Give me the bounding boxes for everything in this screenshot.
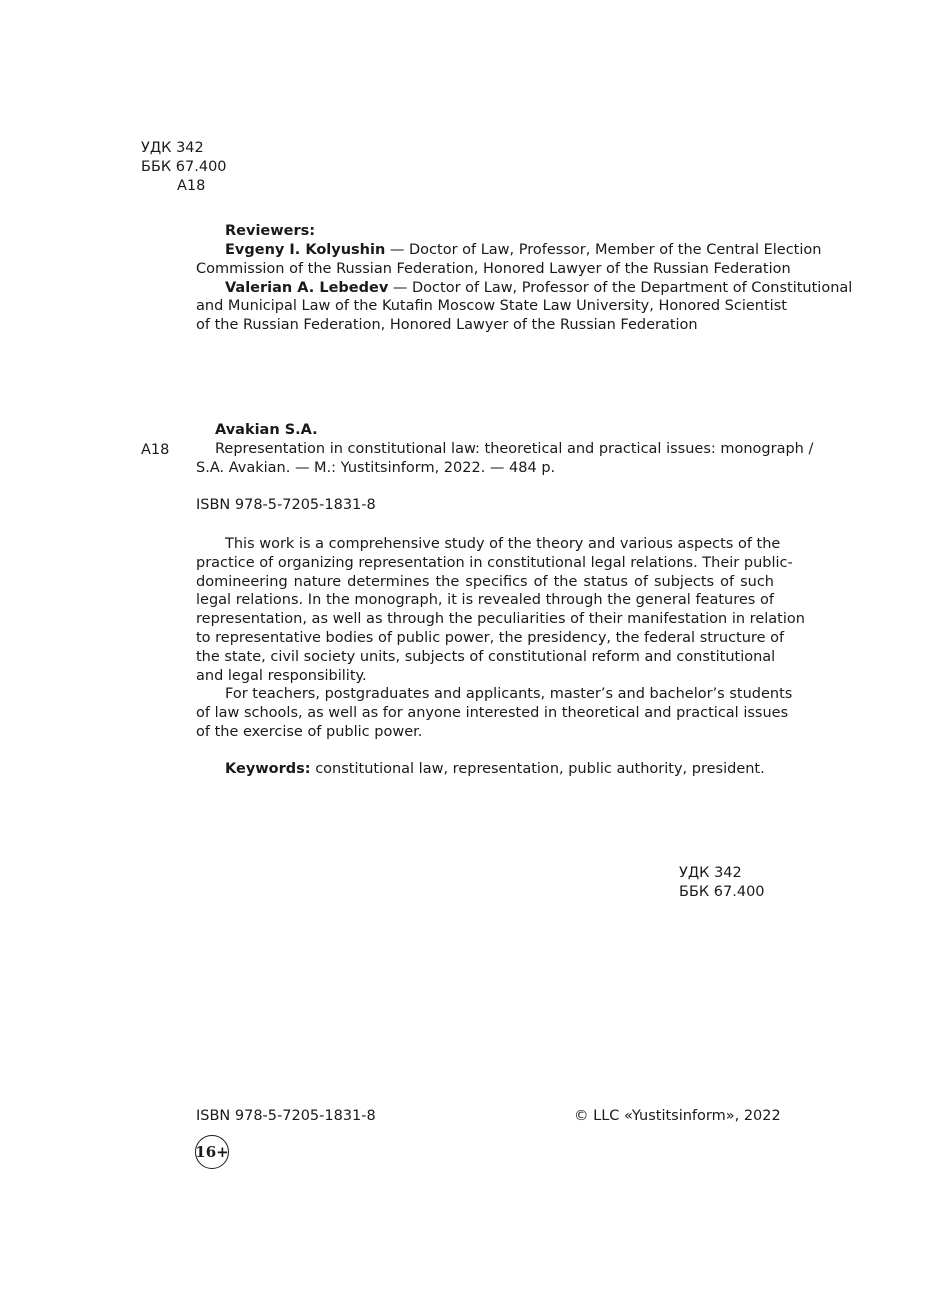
age-rating-text: 16+ xyxy=(195,1143,229,1161)
author-mark: А18 xyxy=(177,178,206,194)
abstract-line: legal relations. In the monograph, it is revealed through the general features of xyxy=(196,592,774,609)
reviewer-1-name: Evgeny I. Kolyushin xyxy=(225,242,386,258)
abstract-paragraph-2 xyxy=(196,685,793,741)
abstract-line: For teachers, postgraduates and applicants, master’s and bachelor’s students xyxy=(225,686,793,703)
reviewer-1-second-line: Commission of the Russian Federation, Honored Lawyer of the Russian Federation xyxy=(196,260,791,277)
abstract-line: This work is a comprehensive study of the theory and various aspects of the xyxy=(225,536,781,552)
bib-title-line-1: Representation in constitutional law: theoretical and practical issues: monograph / xyxy=(215,441,814,457)
keywords xyxy=(225,760,765,779)
footer-udk-code: УДК 342 xyxy=(679,865,742,881)
bib-title-line-2: S.A. Avakian. — M.: Yustitsinform, 2022. — 484 p. xyxy=(196,460,556,476)
keywords-text: constitutional law, representation, public authority, president. xyxy=(310,761,765,777)
udk-code: УДК 342 xyxy=(141,140,204,156)
reviewer-2-second-line: and Municipal Law of the Kutafin Moscow State Law University, Honored Scientist xyxy=(196,298,787,315)
reviewer-2-third-line: of the Russian Federation, Honored Lawyer of the Russian Federation xyxy=(196,317,698,334)
reviewer-2-name: Valerian A. Lebedev xyxy=(225,279,389,296)
abstract-line: representation, as well as through the peculiarities of their manifestation in relation xyxy=(196,611,805,628)
age-rating-badge xyxy=(195,1135,229,1169)
reviewers-heading: Reviewers: xyxy=(225,223,316,239)
abstract-line: of the exercise of public power. xyxy=(196,723,423,740)
abstract-line: the state, civil society units, subjects of constitutional reform and constitutional xyxy=(196,648,776,665)
abstract-paragraph-1 xyxy=(196,535,805,685)
abstract-line: practice of organizing representation in constitutional legal relations. Their public- xyxy=(196,554,793,571)
abstract-line: to representative bodies of public power, the presidency, the federal structure of xyxy=(196,629,785,646)
abstract-line: of law schools, as well as for anyone interested in theoretical and practical issues xyxy=(196,705,789,722)
bib-isbn: ISBN 978-5-7205-1831-8 xyxy=(196,497,376,513)
bib-author: Avakian S.A. xyxy=(215,422,318,438)
bib-author-mark: А18 xyxy=(141,442,170,458)
footer-isbn: ISBN 978-5-7205-1831-8 xyxy=(196,1108,376,1124)
reviewer-2-first-line: Valerian A. Lebedev — Doctor of Law, Professor of the Department of Constitutional xyxy=(225,279,853,296)
reviewers-block xyxy=(196,222,853,335)
keywords-label: Keywords: xyxy=(225,761,311,777)
abstract-line: and legal responsibility. xyxy=(196,667,367,684)
abstract-line: domineering nature determines the specifics of the status of subjects of such xyxy=(196,573,774,590)
reviewer-1-first-line: Evgeny I. Kolyushin — Doctor of Law, Professor, Member of the Central Election xyxy=(225,242,822,258)
abstract xyxy=(196,535,805,742)
footer-bbk-code: ББК 67.400 xyxy=(679,884,765,900)
copyright: © LLC «Yustitsinform», 2022 xyxy=(574,1108,781,1124)
bbk-code: ББК 67.400 xyxy=(141,159,227,175)
